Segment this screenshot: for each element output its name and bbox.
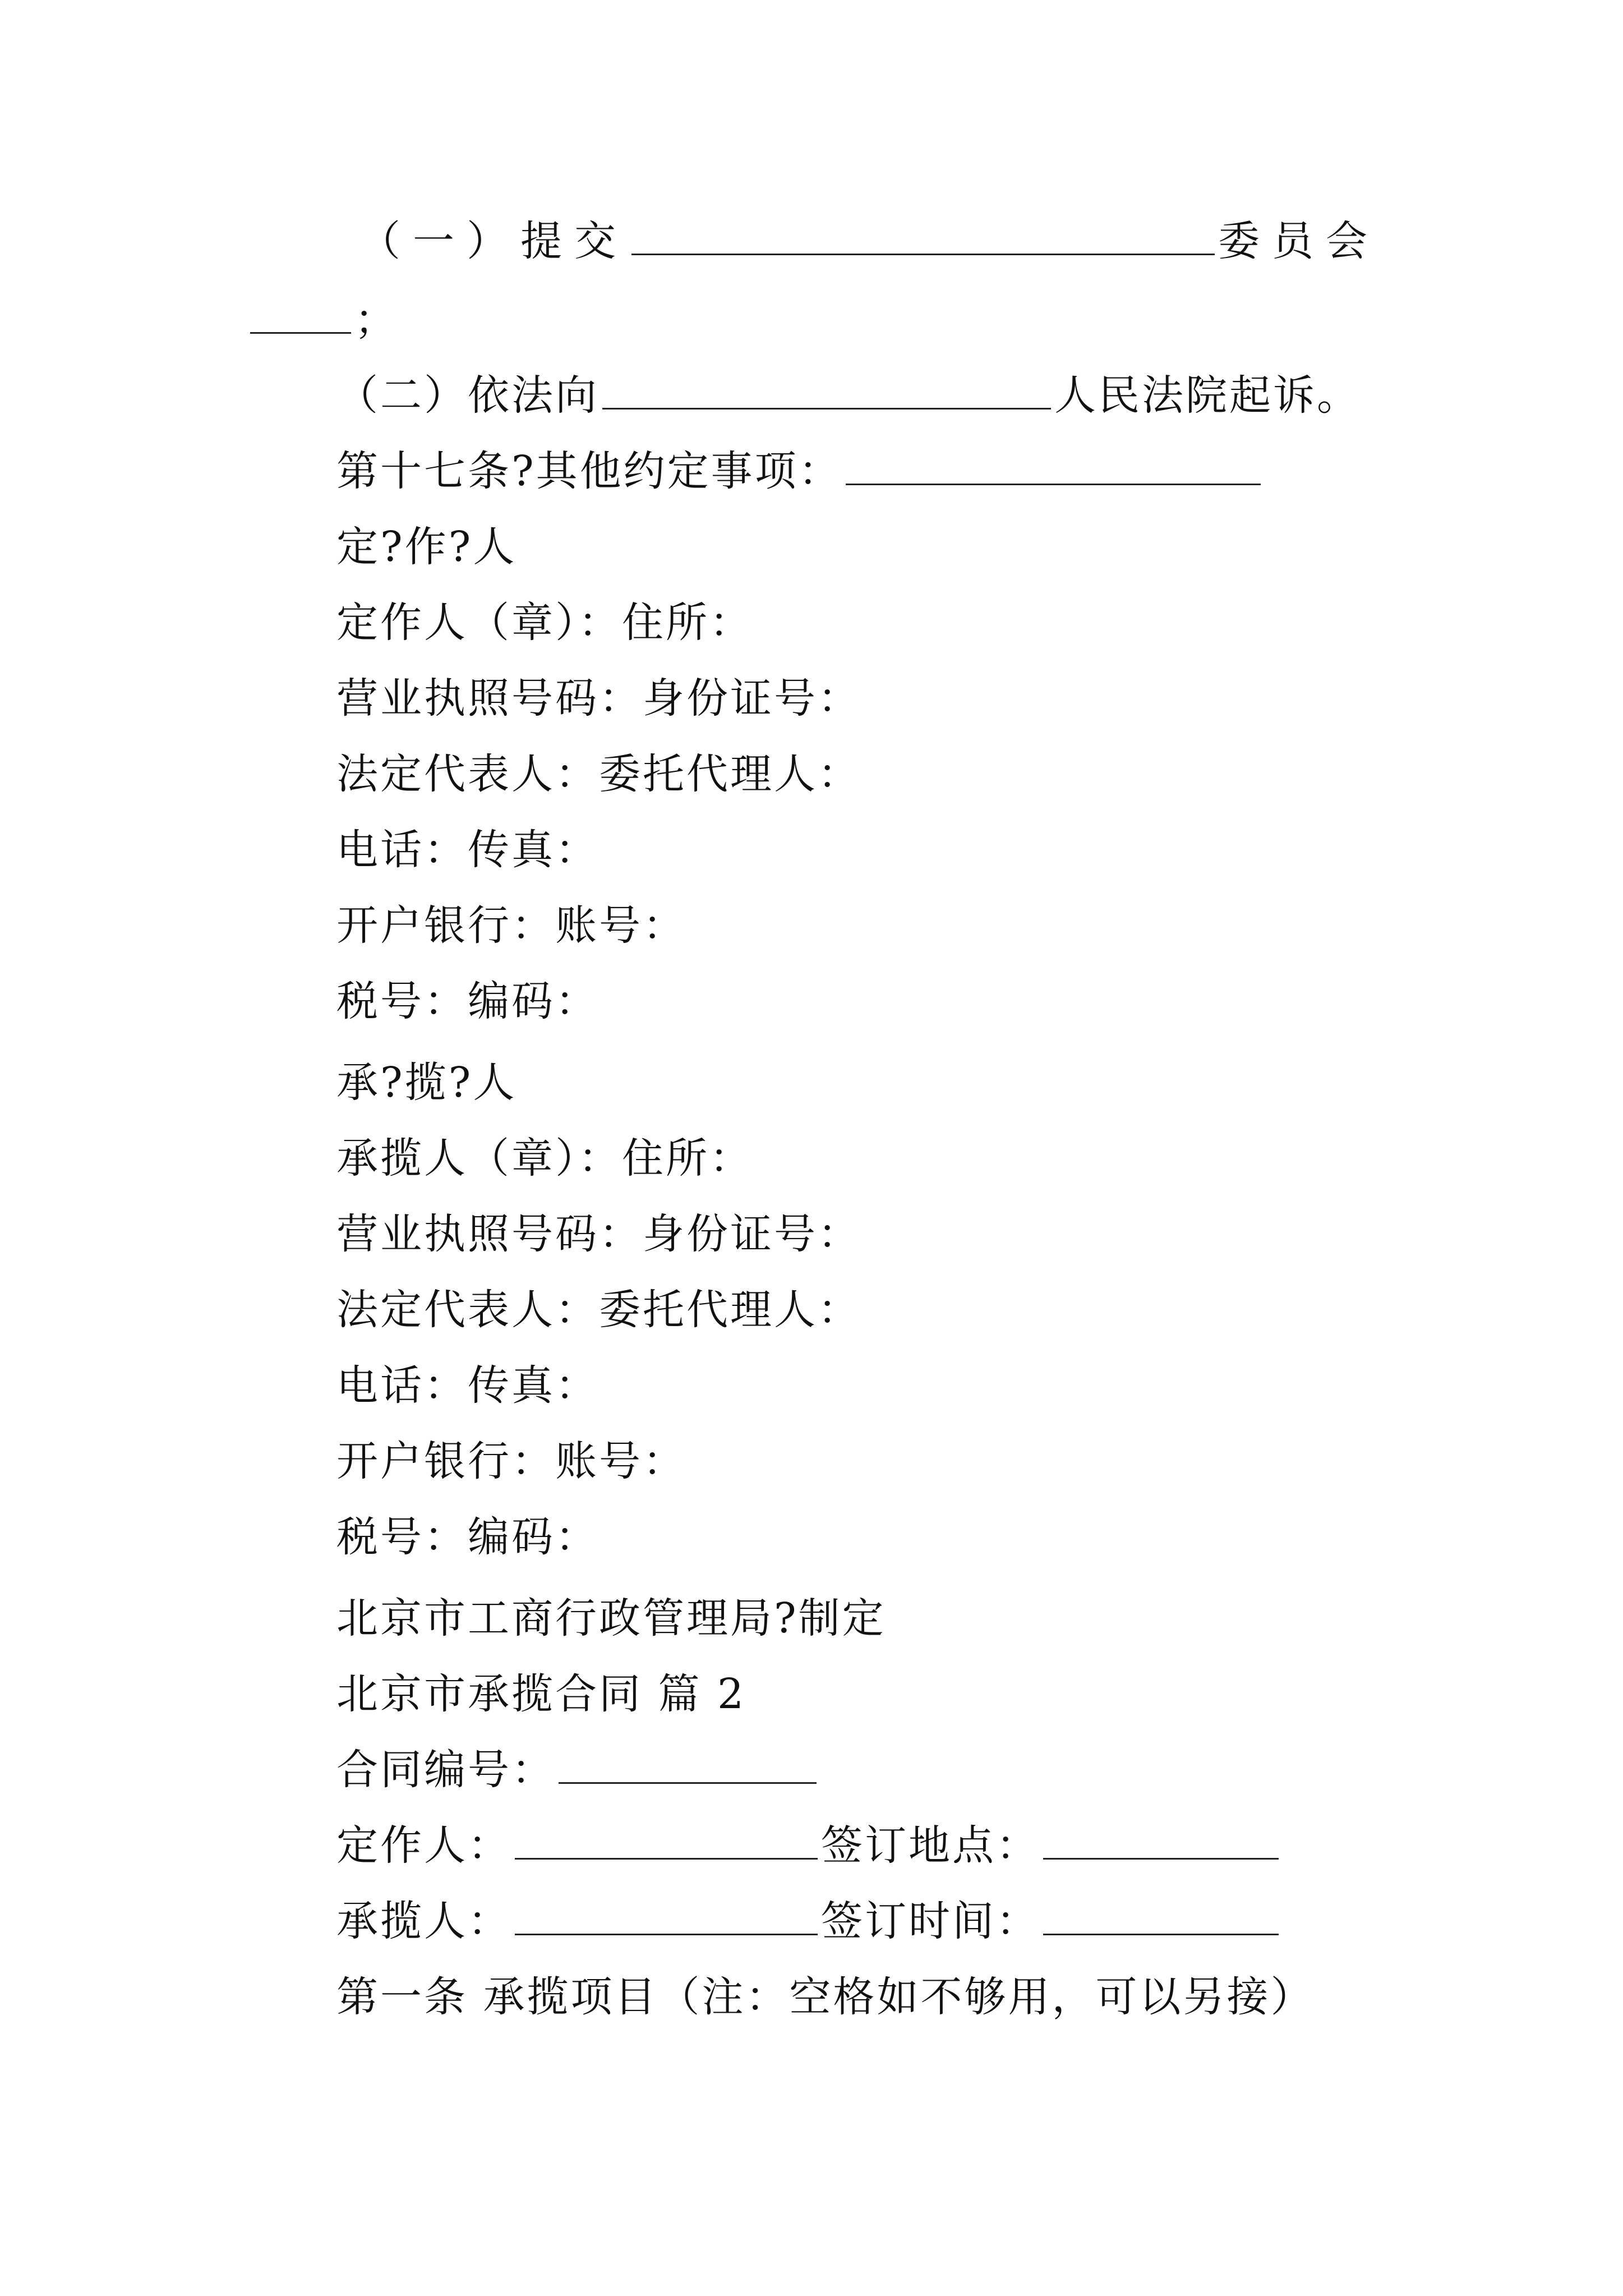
sign-time-field[interactable] xyxy=(1043,1899,1279,1935)
clause-16-item-2 xyxy=(336,367,1361,424)
clause-text: 第十七条?其他约定事项： xyxy=(336,447,842,495)
field-label: 签订时间： xyxy=(821,1897,1040,1945)
field-label: 定作人： xyxy=(336,1821,511,1870)
sign-place-field[interactable] xyxy=(1043,1823,1279,1860)
contractor-phone-fax: 电话：传真： xyxy=(336,1361,599,1410)
blank-field[interactable] xyxy=(602,373,1051,409)
clause-text: 人民法院起诉。 xyxy=(1054,371,1361,420)
client-bank-account: 开户银行：账号： xyxy=(336,901,686,950)
field-label: 签订地点： xyxy=(821,1821,1040,1870)
field-label: 承揽人： xyxy=(336,1897,511,1945)
client-name-field[interactable] xyxy=(515,1823,818,1860)
document-title: 北京市承揽合同 篇 2 xyxy=(336,1670,746,1718)
clause-text: 委员会 xyxy=(1218,217,1380,265)
contractor-seal-address: 承揽人（章）：住所： xyxy=(336,1134,753,1182)
article-1-heading: 第一条 承揽项目（注：空格如不够用，可以另接） xyxy=(336,1973,1315,2021)
section-heading-contractor: 承?揽?人 xyxy=(336,1059,517,1107)
client-sign-place-row xyxy=(336,1818,1282,1874)
contract-number-field[interactable] xyxy=(559,1747,817,1784)
clause-17 xyxy=(336,443,1264,499)
clause-text: （二）依法向 xyxy=(336,371,599,420)
contractor-license-id: 营业执照号码：身份证号： xyxy=(336,1210,861,1258)
clause-text: ； xyxy=(354,296,398,344)
field-label: 合同编号： xyxy=(336,1746,555,1794)
section-heading-client: 定?作?人 xyxy=(336,523,517,571)
blank-field[interactable] xyxy=(846,449,1261,485)
contractor-name-field[interactable] xyxy=(515,1899,818,1935)
clause-16-item-1 xyxy=(359,213,1380,269)
client-license-id: 营业执照号码：身份证号： xyxy=(336,674,861,723)
contractor-representative: 法定代表人：委托代理人： xyxy=(336,1286,861,1334)
contractor-sign-time-row xyxy=(336,1893,1282,1949)
clause-16-item-1-continued xyxy=(247,292,398,348)
client-tax-code: 税号：编码： xyxy=(336,977,599,1025)
contractor-tax-code: 税号：编码： xyxy=(336,1513,599,1561)
issuer-note: 北京市工商行政管理局?制定 xyxy=(336,1594,886,1642)
clause-text: （一）提交 xyxy=(359,217,628,265)
blank-field[interactable] xyxy=(631,219,1215,255)
blank-field[interactable] xyxy=(250,297,351,334)
client-phone-fax: 电话：传真： xyxy=(336,826,599,874)
client-representative: 法定代表人：委托代理人： xyxy=(336,750,861,798)
client-seal-address: 定作人（章）：住所： xyxy=(336,599,753,647)
contract-number-row xyxy=(336,1742,820,1798)
contractor-bank-account: 开户银行：账号： xyxy=(336,1437,686,1485)
